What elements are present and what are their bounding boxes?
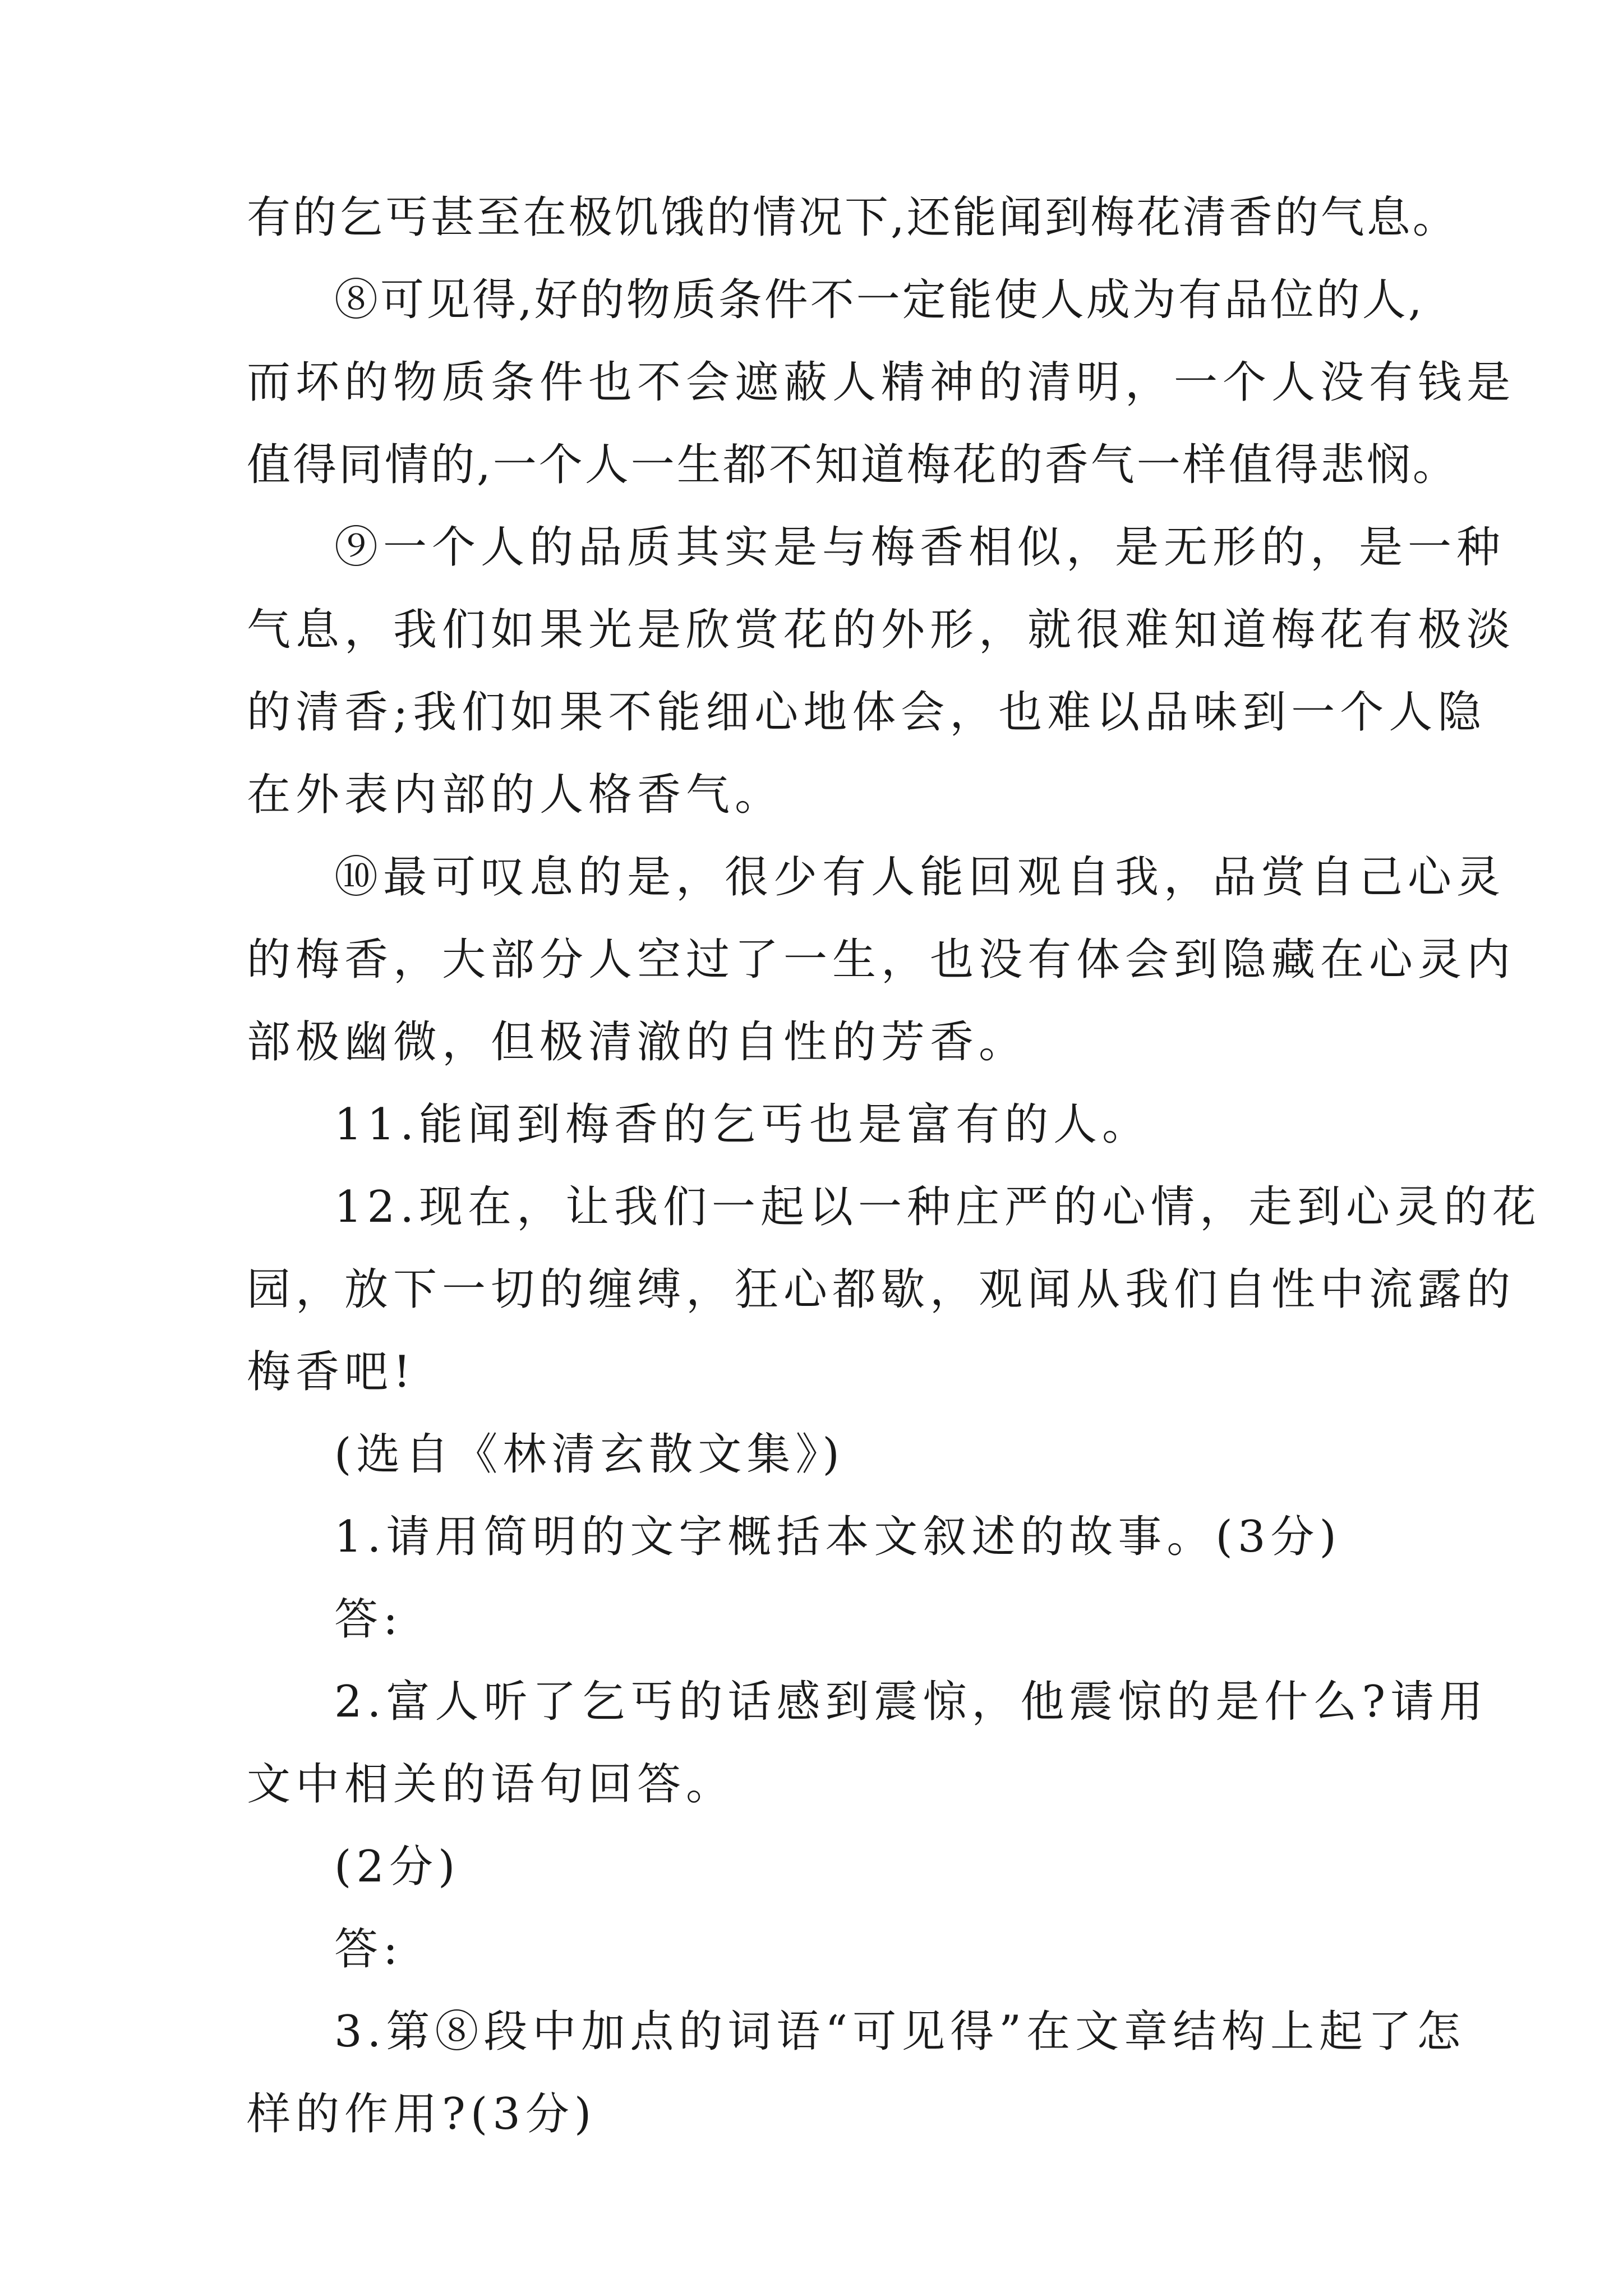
source-citation: (选自《林清玄散文集》) (334, 1429, 845, 1480)
text-line: 园，放下一切的缠缚，狂心都歇，观闻从我们自性中流露的 (247, 1264, 1516, 1315)
paragraph-9-line: ⑨一个人的品质其实是与梅香相似，是无形的，是一种 (334, 522, 1506, 573)
question-2-score: (2分) (334, 1842, 460, 1892)
paragraph-10-line: ⑩最可叹息的是，很少有人能回观自我，品赏自己心灵 (334, 852, 1506, 903)
text-line: 而坏的物质条件也不会遮蔽人精神的清明，一个人没有钱是 (247, 357, 1516, 408)
text-line: 有的乞丐甚至在极饥饿的情况下,还能闻到梅花清香的气息。 (247, 192, 1459, 243)
answer-label: 答: (334, 1924, 403, 1975)
text-line: 气息，我们如果光是欣赏花的外形，就很难知道梅花有极淡 (247, 605, 1516, 655)
text-line: 在外表内部的人格香气。 (247, 770, 784, 820)
question-2: 2.富人听了乞丐的话感到震惊，他震惊的是什么?请用 (334, 1677, 1488, 1727)
paragraph-8-line: ⑧可见得,好的物质条件不一定能使人成为有品位的人, (334, 275, 1424, 325)
paragraph-12-line: 12.现在，让我们一起以一种庄严的心情，走到心灵的花 (334, 1182, 1542, 1232)
question-2-cont: 文中相关的语句回答。 (247, 1759, 735, 1810)
text-line: 的清香;我们如果不能细心地体会，也难以品味到一个人隐 (247, 687, 1487, 738)
paragraph-11-line: 11.能闻到梅香的乞丐也是富有的人。 (334, 1099, 1151, 1150)
text-line: 梅香吧! (247, 1347, 416, 1397)
answer-label: 答: (334, 1594, 403, 1645)
question-3-cont: 样的作用?(3分) (247, 2089, 597, 2139)
question-3: 3.第⑧段中加点的词语“可见得”在文章结构上起了怎 (334, 2007, 1466, 2057)
text-line: 的梅香，大部分人空过了一生，也没有体会到隐藏在心灵内 (247, 935, 1516, 985)
question-1: 1.请用简明的文字概括本文叙述的故事。(3分) (334, 1512, 1341, 1562)
text-line: 部极幽微，但极清澈的自性的芳香。 (247, 1017, 1028, 1068)
text-line: 值得同情的,一个人一生都不知道梅花的香气一样值得悲悯。 (247, 440, 1459, 490)
